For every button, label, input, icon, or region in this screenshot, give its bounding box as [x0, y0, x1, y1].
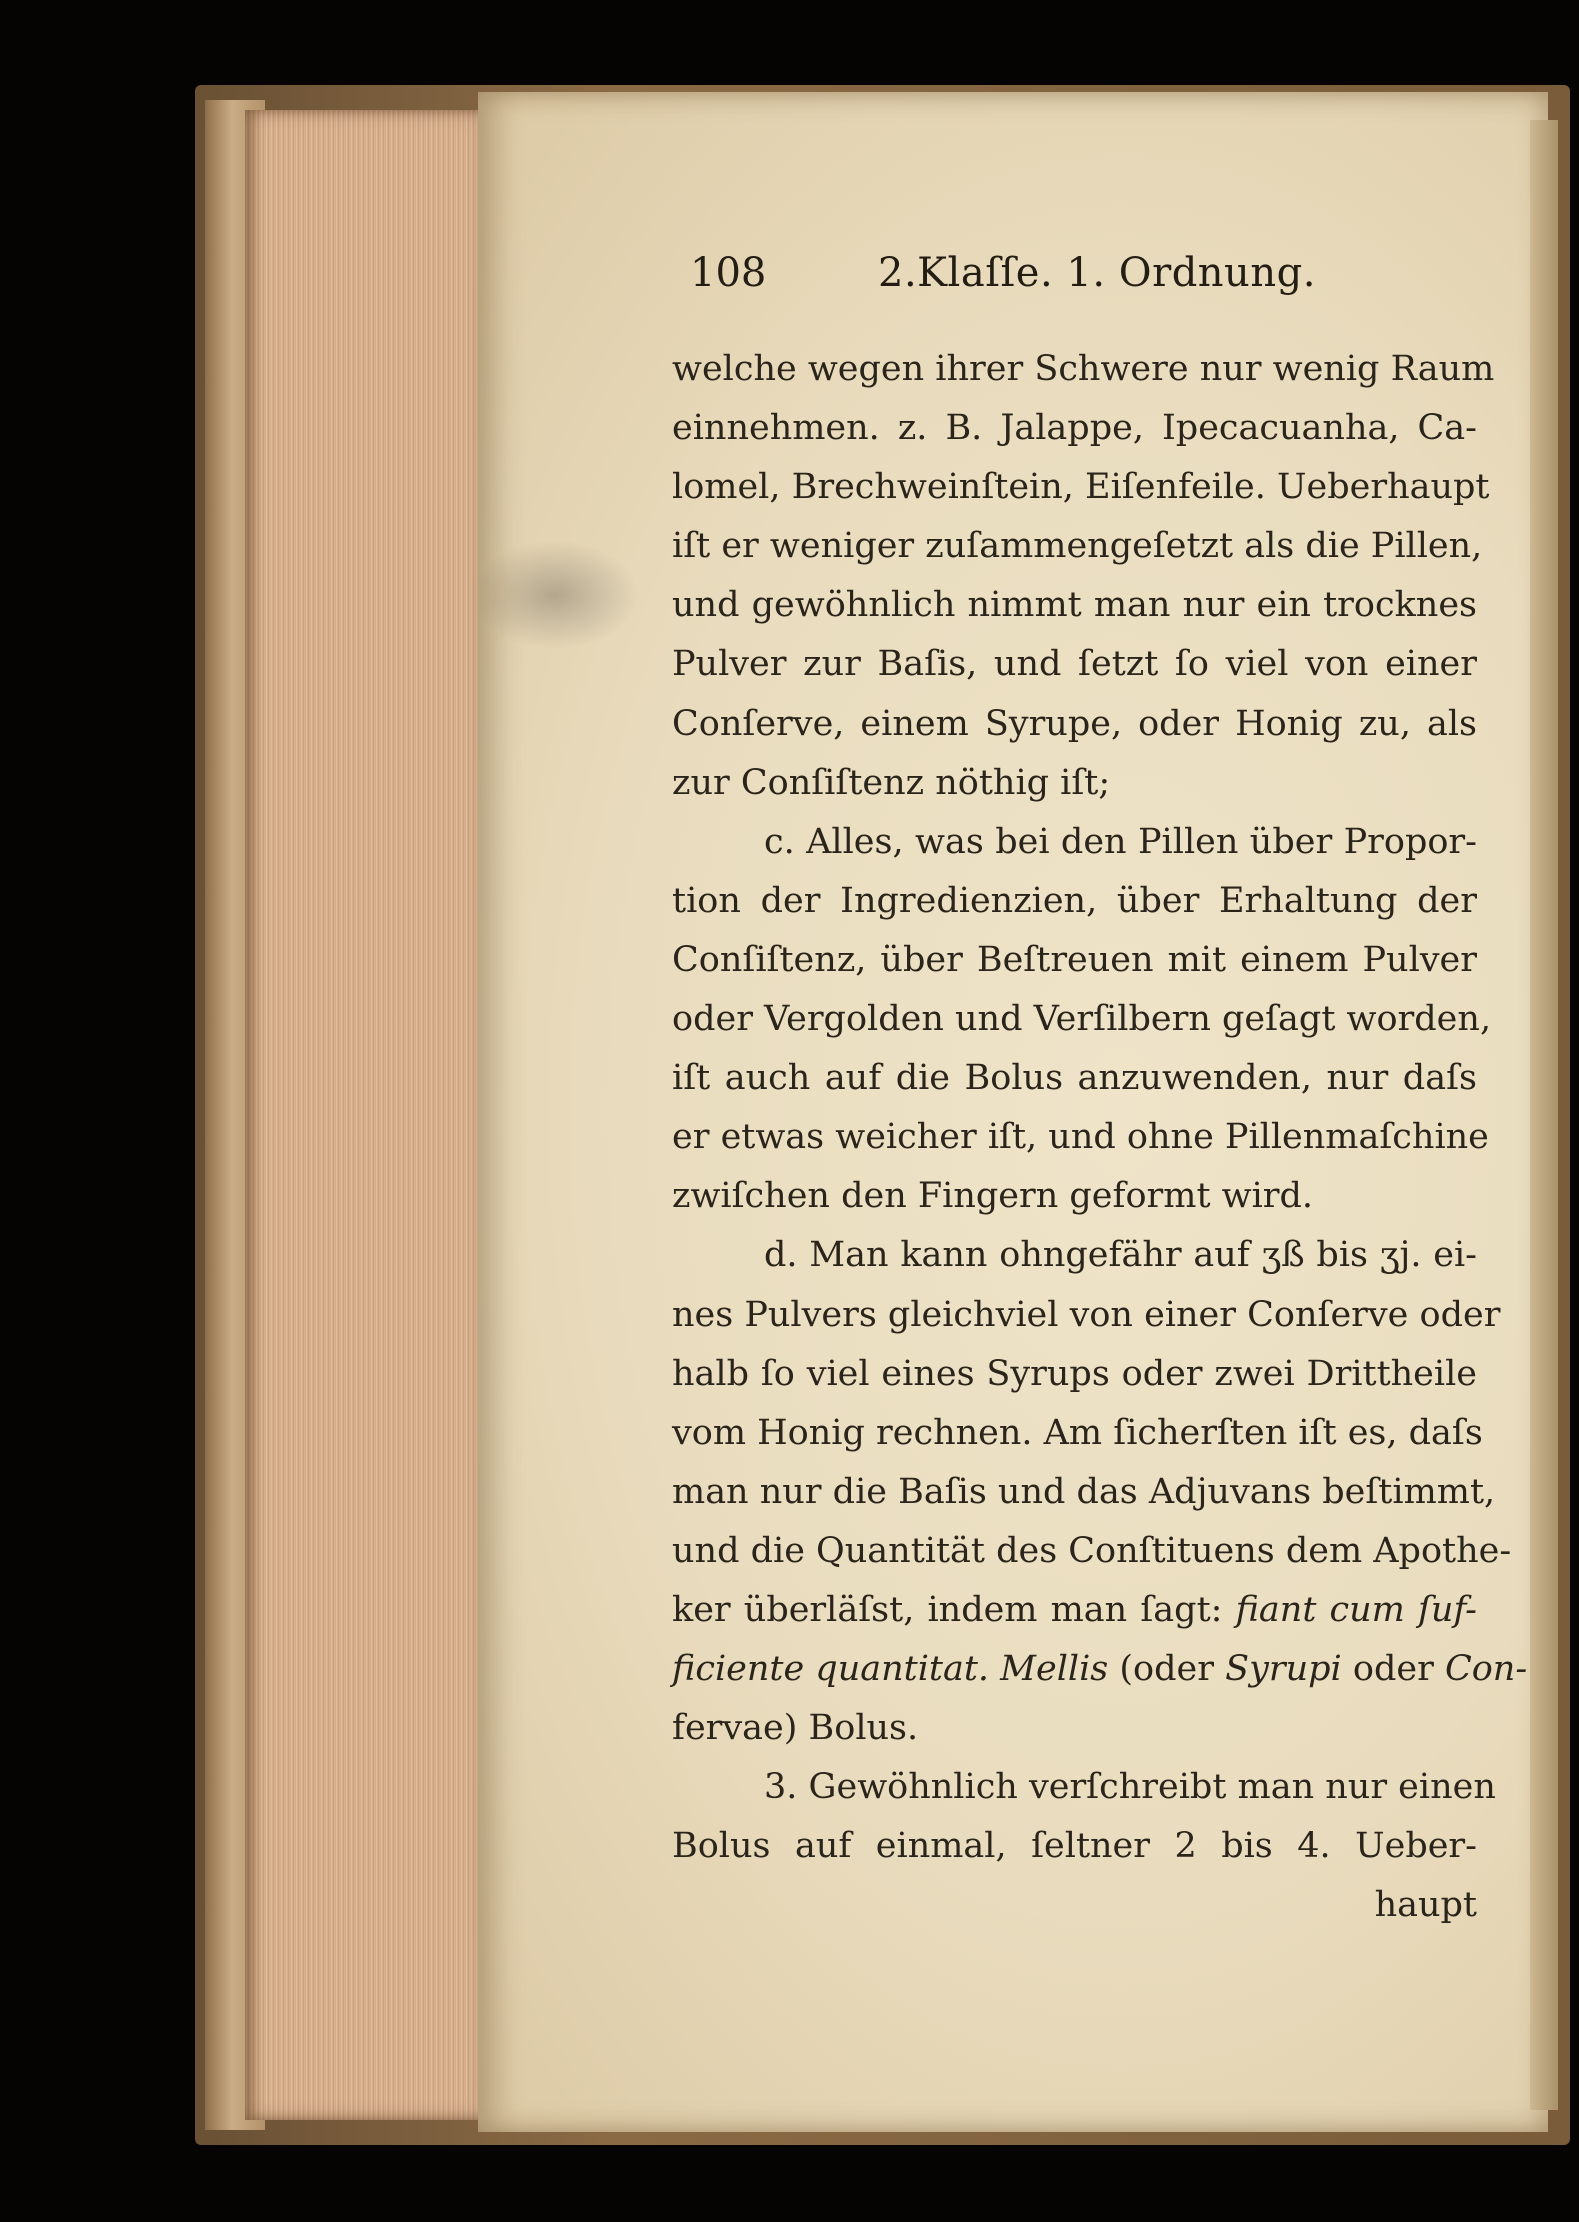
text-line: oder Vergolden und Verſilbern geſagt worden, [672, 999, 1492, 1040]
text-line-mixed [672, 1640, 1528, 1699]
running-head: 2.Klaſſe. 1. Ordnung. [878, 250, 1316, 296]
latin-word: Con- [1444, 1649, 1528, 1690]
text-line: Pulver zur Baſis, und ſetzt ſo viel von einer [672, 644, 1477, 685]
text-line: iſt auch auf die Bolus anzuwenden, nur daſs [672, 1058, 1477, 1099]
text-line: Conſiſtenz, über Beſtreuen mit einem Pulver [672, 939, 1477, 980]
page-stain [470, 540, 640, 650]
latin-phrase: ficiente quantitat. Mellis [672, 1649, 1109, 1690]
page-stack-edges [245, 110, 495, 2120]
text-line: d. Man kann ohngefähr auf ʒß bis ʒj. ei- [764, 1235, 1477, 1276]
page-number: 108 [690, 250, 767, 296]
text-line: tion der Ingredienzien, über Erhaltung der [672, 880, 1477, 921]
text-line: 3. Gewöhnlich verſchreibt man nur einen [764, 1767, 1496, 1808]
text-line: zur Conſiſtenz nöthig iſt; [672, 762, 1111, 803]
text-line: zwiſchen den Fingern geformt wird. [672, 1176, 1314, 1217]
text-line: Conſerve, einem Syrupe, oder Honig zu, als [672, 703, 1477, 744]
text-line: iſt er weniger zuſammengeſetzt als die Pillen, [672, 526, 1483, 567]
text-line: halb ſo viel eines Syrups oder zwei Drittheile [672, 1353, 1477, 1394]
text-line: lomel, Brechweinſtein, Eiſenfeile. Ueberhaupt [672, 467, 1490, 508]
text-line: c. Alles, was bei den Pillen über Propor- [764, 821, 1477, 862]
text-line: und die Quantität des Conſtituens dem Apothe- [672, 1530, 1512, 1571]
text-segment: oder [1352, 1649, 1434, 1690]
page-header [690, 238, 1430, 308]
text-line: und gewöhnlich nimmt man nur ein trocknes [672, 585, 1477, 626]
text-line: einnehmen. z. B. Jalappe, Ipecacuanha, Ca- [672, 408, 1477, 449]
text-segment: ker überläſst, indem man ſagt: [672, 1589, 1223, 1630]
text-segment: (oder [1119, 1649, 1214, 1690]
text-line: er etwas weicher iſt, und ohne Pillenmaſchine [672, 1117, 1489, 1158]
text-line: vom Honig rechnen. Am ſicherſten iſt es, daſs [672, 1412, 1483, 1453]
text-line: welche wegen ihrer Schwere nur wenig Raum [672, 349, 1495, 389]
text-line: nes Pulvers gleichviel von einer Conſerve oder [672, 1294, 1501, 1335]
page-right-edge [1530, 120, 1558, 2110]
body-text [672, 340, 1528, 1936]
text-line: Bolus auf einmal, ſeltner 2 bis 4. Ueber- [672, 1826, 1477, 1867]
catchword: haupt [1374, 1885, 1477, 1926]
text-line-mixed [672, 1581, 1477, 1640]
latin-word: Syrupi [1225, 1649, 1342, 1690]
text-line: fervae) Bolus. [672, 1708, 919, 1749]
text-line: man nur die Baſis und das Adjuvans beſtimmt, [672, 1471, 1496, 1512]
latin-phrase: fiant cum ſuf- [1235, 1589, 1477, 1630]
